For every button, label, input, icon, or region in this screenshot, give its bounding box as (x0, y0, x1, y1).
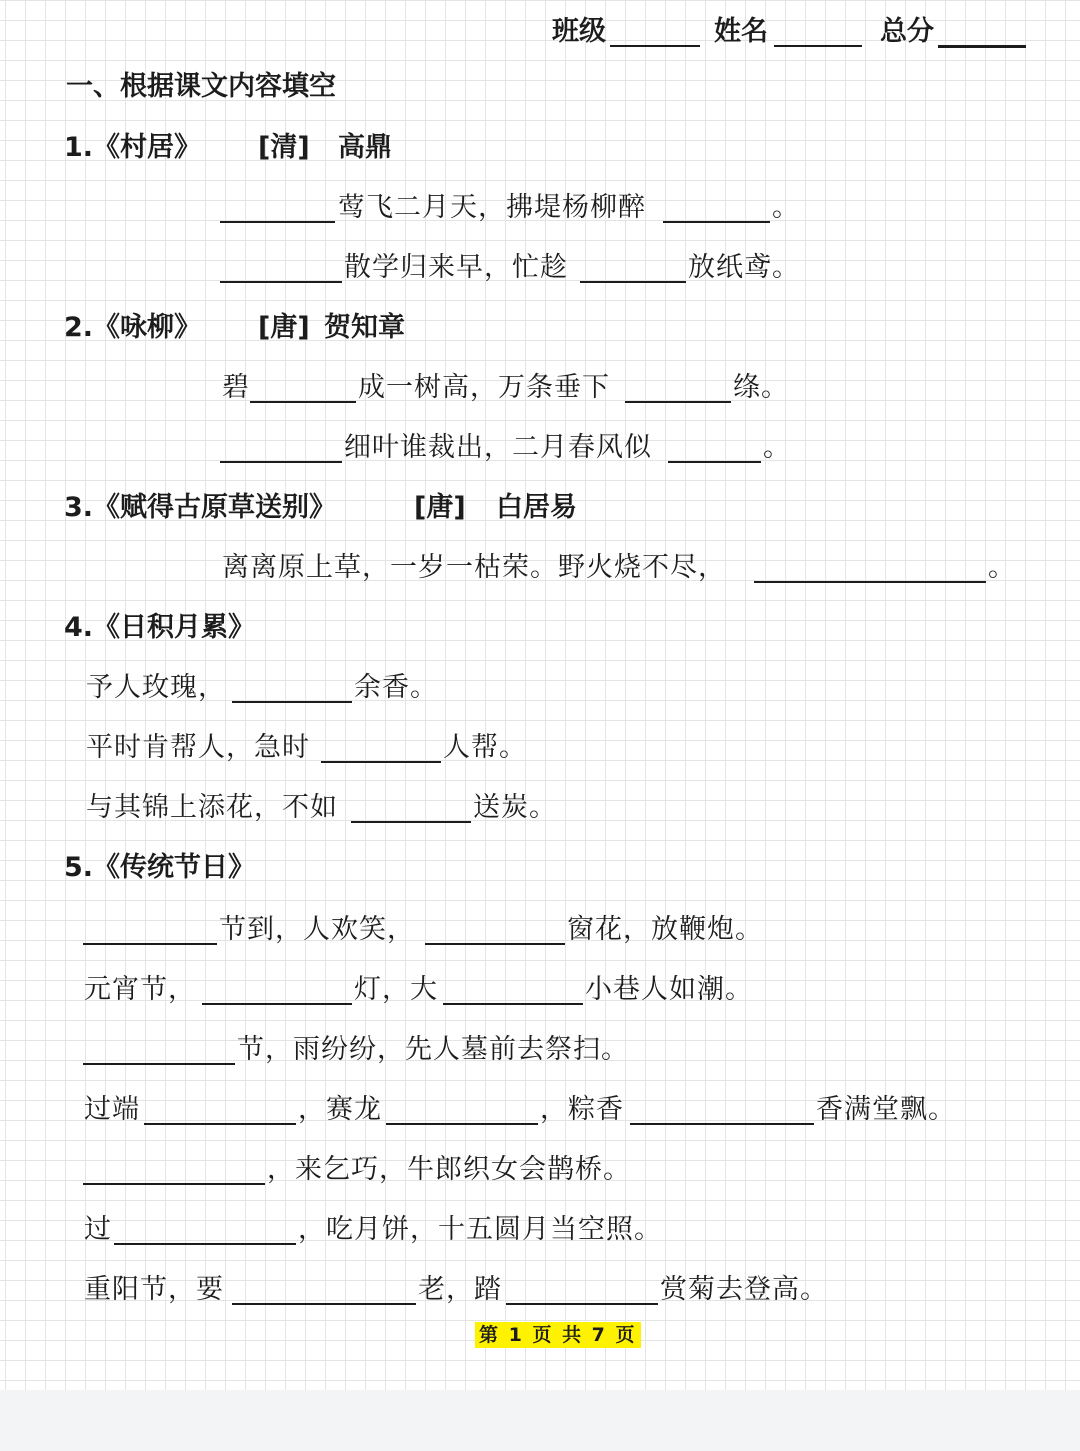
fill-blank[interactable] (321, 761, 441, 763)
section-title: 一、根据课文内容填空 (66, 71, 336, 102)
line-text: 与其锦上添花，不如 (86, 792, 338, 823)
line-text: 细叶谁裁出，二月春风似 (344, 432, 652, 463)
line-text: 莺飞二月天，拂堤杨柳醉 (338, 192, 646, 223)
line-text: 窗花，放鞭炮。 (567, 914, 763, 945)
fill-blank[interactable] (232, 701, 352, 703)
fill-blank[interactable] (114, 1243, 296, 1245)
line-text: 予人玫瑰， (86, 672, 226, 703)
poem-author: 高鼎 (338, 132, 392, 163)
line-text: 过端 (84, 1094, 140, 1125)
line-text: 节，雨纷纷，先人墓前去祭扫。 (237, 1034, 629, 1065)
fill-blank[interactable] (220, 461, 342, 463)
line-text: 小巷人如潮。 (585, 974, 753, 1005)
fill-blank[interactable] (220, 221, 335, 223)
name-label: 姓名 (714, 16, 768, 47)
line-text: ，吃月饼，十五圆月当空照。 (298, 1214, 662, 1245)
poem-dynasty: [清] (258, 132, 310, 163)
fill-blank[interactable] (232, 1303, 416, 1305)
fill-blank[interactable] (386, 1123, 538, 1125)
poem-heading: 3.《赋得古原草送别》 (64, 492, 337, 523)
page-number: 第 1 页 共 7 页 (475, 1322, 641, 1348)
poem-author: 白居易 (496, 492, 577, 523)
line-text: ，赛龙 (298, 1094, 382, 1125)
fill-blank[interactable] (144, 1123, 296, 1125)
fill-blank[interactable] (220, 281, 342, 283)
poem-dynasty: [唐] (258, 312, 310, 343)
line-text: 成一树高，万条垂下 (358, 372, 610, 403)
fill-blank[interactable] (351, 821, 471, 823)
line-text: 离离原上草，一岁一枯荣。野火烧不尽， (222, 552, 726, 583)
class-blank[interactable] (610, 45, 700, 47)
line-text: 。 (772, 192, 800, 223)
line-text: 。 (988, 552, 1016, 583)
fill-blank[interactable] (506, 1303, 658, 1305)
line-text: 散学归来早，忙趁 (344, 252, 568, 283)
line-text: 余香。 (354, 672, 438, 703)
fill-blank[interactable] (250, 401, 356, 403)
line-text: 元宵节， (84, 974, 196, 1005)
score-label: 总分 (880, 16, 934, 47)
line-text: 人帮。 (443, 732, 527, 763)
line-text: 灯，大 (354, 974, 438, 1005)
line-text: 平时肯帮人，急时 (86, 732, 310, 763)
line-text: 。 (763, 432, 791, 463)
line-text: ，粽香 (540, 1094, 624, 1125)
fill-blank[interactable] (443, 1003, 583, 1005)
line-text: 老，踏 (418, 1274, 502, 1305)
fill-blank[interactable] (83, 943, 217, 945)
score-blank[interactable] (938, 45, 1026, 48)
fill-blank[interactable] (630, 1123, 814, 1125)
line-text: 赏菊去登高。 (660, 1274, 828, 1305)
class-label: 班级 (552, 16, 606, 47)
fill-blank[interactable] (580, 281, 686, 283)
festivals-heading: 5.《传统节日》 (64, 852, 256, 883)
line-text: 过 (84, 1214, 112, 1245)
fill-blank[interactable] (625, 401, 731, 403)
fill-blank[interactable] (83, 1183, 265, 1185)
name-blank[interactable] (774, 45, 862, 47)
poem-dynasty: [唐] (414, 492, 466, 523)
line-text: 碧 (222, 372, 250, 403)
line-text: 放纸鸢。 (688, 252, 800, 283)
bottom-margin (0, 1390, 1080, 1451)
poem-author: 贺知章 (324, 312, 405, 343)
sayings-heading: 4.《日积月累》 (64, 612, 256, 643)
line-text: 重阳节，要 (84, 1274, 224, 1305)
fill-blank[interactable] (668, 461, 761, 463)
line-text: 节到，人欢笑， (219, 914, 415, 945)
fill-blank[interactable] (754, 581, 986, 583)
fill-blank[interactable] (202, 1003, 352, 1005)
line-text: 绦。 (733, 372, 789, 403)
line-text: 送炭。 (473, 792, 557, 823)
line-text: 香满堂飘。 (816, 1094, 956, 1125)
fill-blank[interactable] (425, 943, 565, 945)
line-text: ，来乞巧，牛郎织女会鹊桥。 (267, 1154, 631, 1185)
poem-heading: 1.《村居》 (64, 132, 202, 163)
fill-blank[interactable] (663, 221, 770, 223)
fill-blank[interactable] (83, 1063, 235, 1065)
poem-heading: 2.《咏柳》 (64, 312, 202, 343)
